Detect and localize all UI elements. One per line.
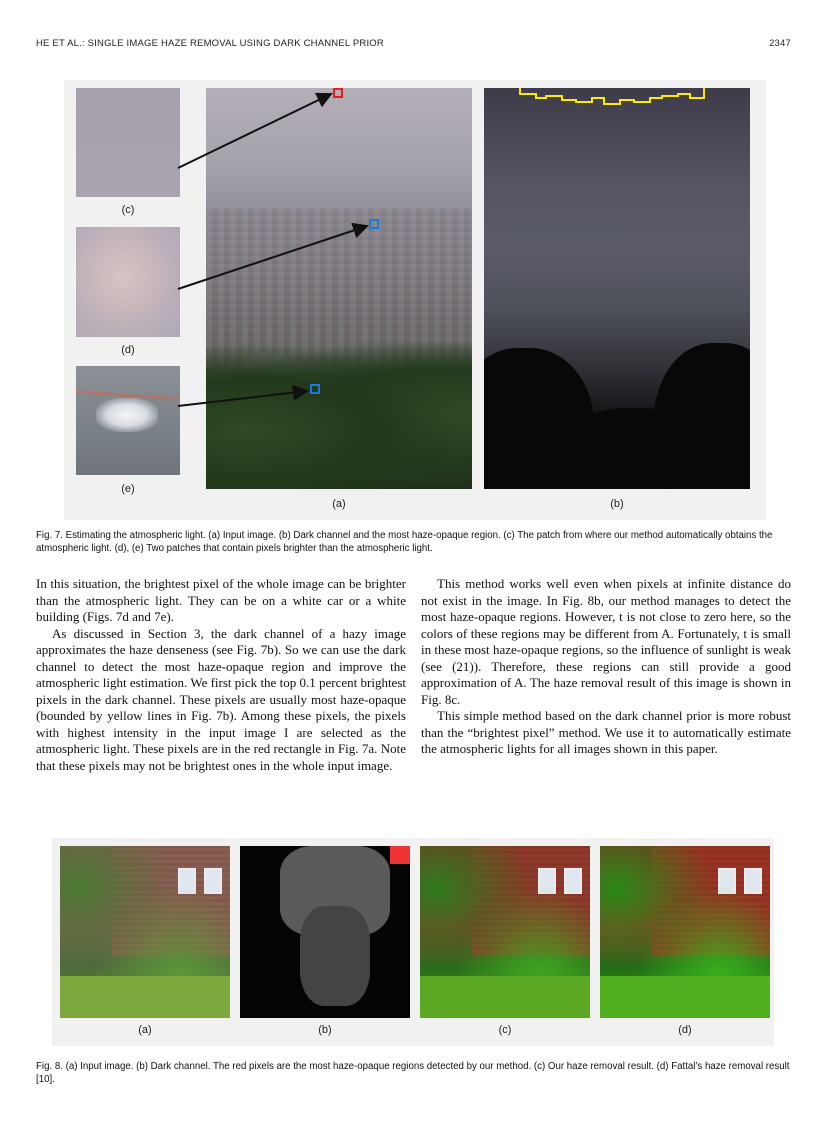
figure-7-label-c: (c) — [121, 204, 135, 216]
figure-7-label-b: (b) — [610, 498, 624, 510]
haze-opaque-region-outline — [484, 88, 750, 108]
atmospheric-light-red-rectangle — [333, 88, 343, 98]
haze-opaque-red-pixels — [390, 846, 410, 864]
right-column — [421, 576, 791, 758]
figure-8-caption: Fig. 8. (a) Input image. (b) Dark channel. The red pixels are the most haze-opaque regions detected by our method. (c) Our haze removal result. (d) Fattal’s haze removal result [10]. — [36, 1061, 790, 1085]
patch-c-image — [76, 88, 180, 197]
fattal-haze-removal-result — [600, 846, 770, 1018]
patch-d-image — [76, 227, 180, 337]
lawn — [420, 976, 590, 1018]
white-car — [96, 398, 158, 432]
running-header-title: HE ET AL.: SINGLE IMAGE HAZE REMOVAL USING DARK CHANNEL PRIOR — [36, 38, 384, 49]
page-number: 2347 — [769, 38, 791, 49]
building-patch-blue-rectangle — [369, 219, 379, 229]
figure-7-label-e: (e) — [121, 483, 135, 495]
figure-8-label-d: (d) — [678, 1024, 692, 1036]
lawn — [60, 976, 230, 1018]
dark-region — [654, 343, 750, 489]
input-hazy-image — [206, 88, 472, 489]
foreground-trees — [206, 343, 472, 489]
paragraph: This simple method based on the dark channel prior is more robust than the “brightest pixel” method. We use it to automatically estimate the atmospheric lights for all images shown in this paper. — [421, 708, 791, 756]
figure-7-label-a: (a) — [332, 498, 346, 510]
left-column — [36, 576, 406, 774]
figure-8-label-a: (a) — [138, 1024, 152, 1036]
paragraph: As discussed in Section 3, the dark channel of a hazy image approximates the haze denseness (see Fig. 7b). So we can use the dark channel to detect the most haze-opaque region and improve the atmospheric light estimation. We first pick the top 0.1 percent brightest pixels in the dark channel. These pixels are usually most haze-opaque (bounded by yellow lines in Fig. 7b). Among these pixels, the pixels with highest intensity in the input image I are selected as the atmospheric light. These pixels are in the red rectangle in Fig. 7a. Note that these pixels may not be brightest ones in the whole input image. — [36, 625, 406, 773]
car-patch-blue-rectangle — [310, 384, 320, 394]
figure-7 — [64, 80, 766, 520]
patch-e-image — [76, 366, 180, 475]
input-image-garden — [60, 846, 230, 1018]
paragraph: This method works well even when pixels at infinite distance do not exist in the image. In Fig. 8b, our method manages to detect the most haze-opaque regions. However, t is not close to zero here, so the colors of these regions may be different from A. Fortunately, t is small in these most haze-opaque regions, so the influence of sunlight is weak (see (21)). Therefore, these regions can still provide a good approximation of A. The haze removal result of this image is shown in Fig. 8c. — [421, 576, 791, 707]
gray-region — [300, 906, 370, 1006]
dark-channel-image-garden — [240, 846, 410, 1018]
figure-8-label-b: (b) — [318, 1024, 332, 1036]
figure-8-label-c: (c) — [498, 1024, 512, 1036]
figure-7-caption: Fig. 7. Estimating the atmospheric light. (a) Input image. (b) Dark channel and the most haze-opaque region. (c) The patch from where our method automatically obtains the atmospheric light. (d), (e) Two patches that contain pixels brighter than the atmospheric light. — [36, 530, 773, 554]
our-haze-removal-result — [420, 846, 590, 1018]
figure-8 — [52, 838, 774, 1046]
figure-7-label-d: (d) — [121, 344, 135, 356]
dark-channel-image — [484, 88, 750, 489]
lawn — [600, 976, 770, 1018]
paragraph: In this situation, the brightest pixel of the whole image can be brighter than the atmospheric light. They can be on a white car or a white building (Figs. 7d and 7e). — [36, 576, 406, 624]
